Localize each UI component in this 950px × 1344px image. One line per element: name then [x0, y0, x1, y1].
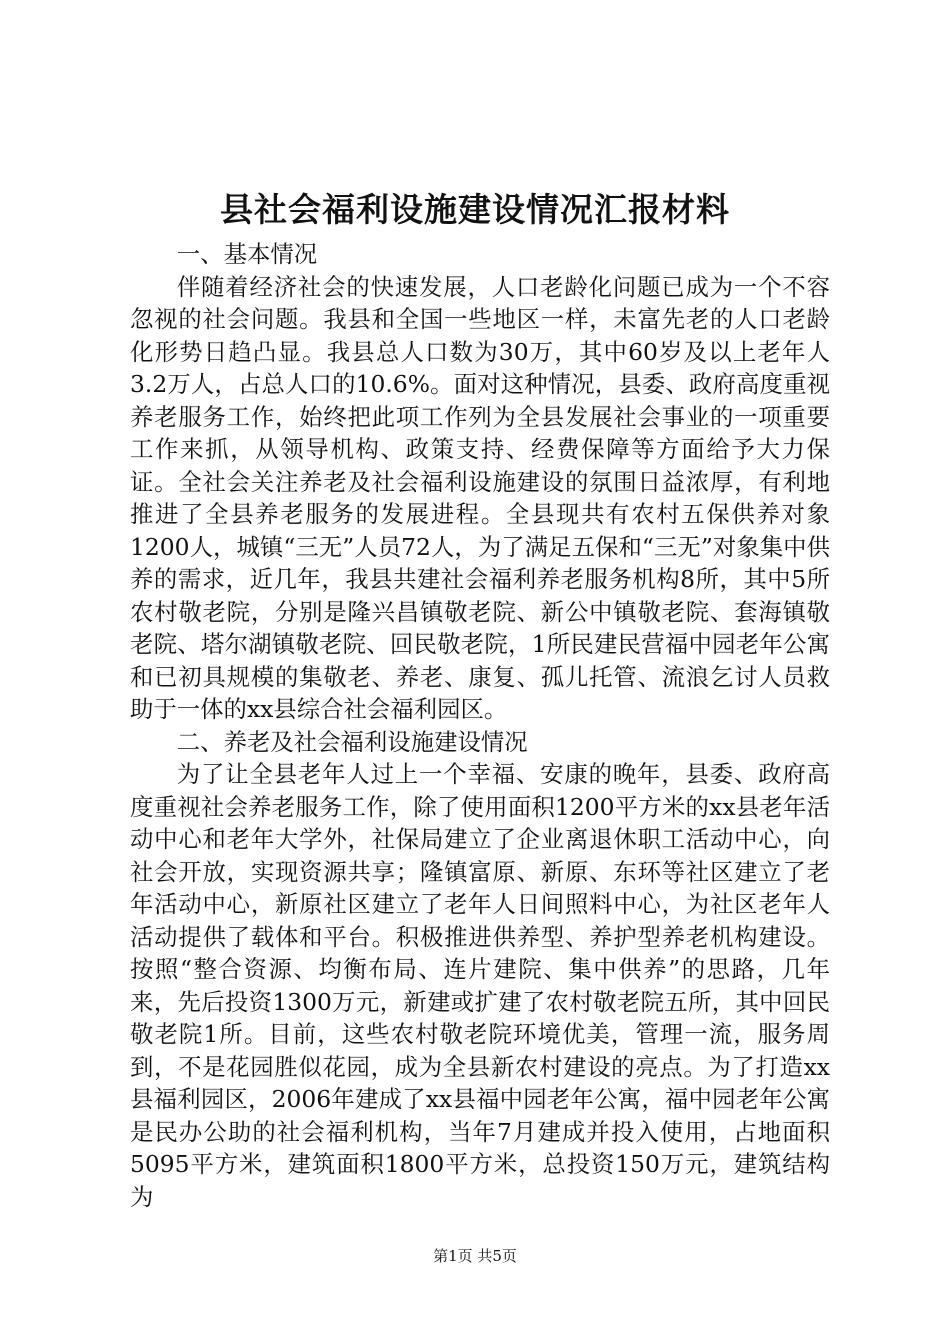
page-footer: 第1页 共5页: [433, 1247, 517, 1265]
document-title: 县社会福利设施建设情况汇报材料: [220, 190, 730, 229]
paragraph-facilities: 为了让全县老年人过上一个幸福、安康的晚年，县委、政府高度重视社会养老服务工作，除了使用面积1200平方米的xx县老年活动中心和老年大学外，社保局建立了企业离退休职工活动中心，向社会开放，实现资源共享；隆镇富原、新原、东环等社区建立了老年活动中心，新原社区建立了老年人日间照料中心，为社区老年人活动提供了载体和平台。积极推进供养型、养护型养老机构建设。按照“整合资源、均衡布局、连片建院、集中供养”的思路，几年来，先后投资1300万元，新建或扩建了农村敬老院五所，其中回民敬老院1所。目前，这些农村敬老院环境优美，管理一流，服务周到，不是花园胜似花园，成为全县新农村建设的亮点。为了打造xx县福利园区，2006年建成了xx县福中园老年公寓，福中园老年公寓是民办公助的社会福利机构，当年7月建成并投入使用，占地面积5095平方米，建筑面积1800平方米，总投资150万元，建筑结构为: [130, 760, 830, 1211]
document-body: [130, 238, 830, 1213]
section-heading-facilities: 二、养老及社会福利设施建设情况: [176, 727, 528, 756]
section-heading-basic: 一、基本情况: [176, 240, 318, 268]
paragraph-basic-situation: 伴随着经济社会的快速发展，人口老龄化问题已成为一个不容忽视的社会问题。我县和全国一些地区一样，未富先老的人口老龄化形势日趋凸显。我县总人口数为30万，其中60岁及以上老年人3.2万人，占总人口的10.6%。面对这种情况，县委、政府高度重视养老服务工作，始终把此项工作列为全县发展社会事业的一项重要工作来抓，从领导机构、政策支持、经费保障等方面给予大力保证。全社会关注养老及社会福利设施建设的氛围日益浓厚，有利地推进了全县养老服务的发展进程。全县现共有农村五保供养对象1200人，城镇“三无”人员72人，为了满足五保和“三无”对象集中供养的需求，近几年，我县共建社会福利养老服务机构8所，其中5所农村敬老院，分别是隆兴昌镇敬老院、新公中镇敬老院、套海镇敬老院、塔尔湖镇敬老院、回民敬老院，1所民建民营福中园老年公寓和已初具规模的集敬老、养老、康复、孤儿托管、流浪乞讨人员救助于一体的xx县综合社会福利园区。: [130, 272, 830, 723]
